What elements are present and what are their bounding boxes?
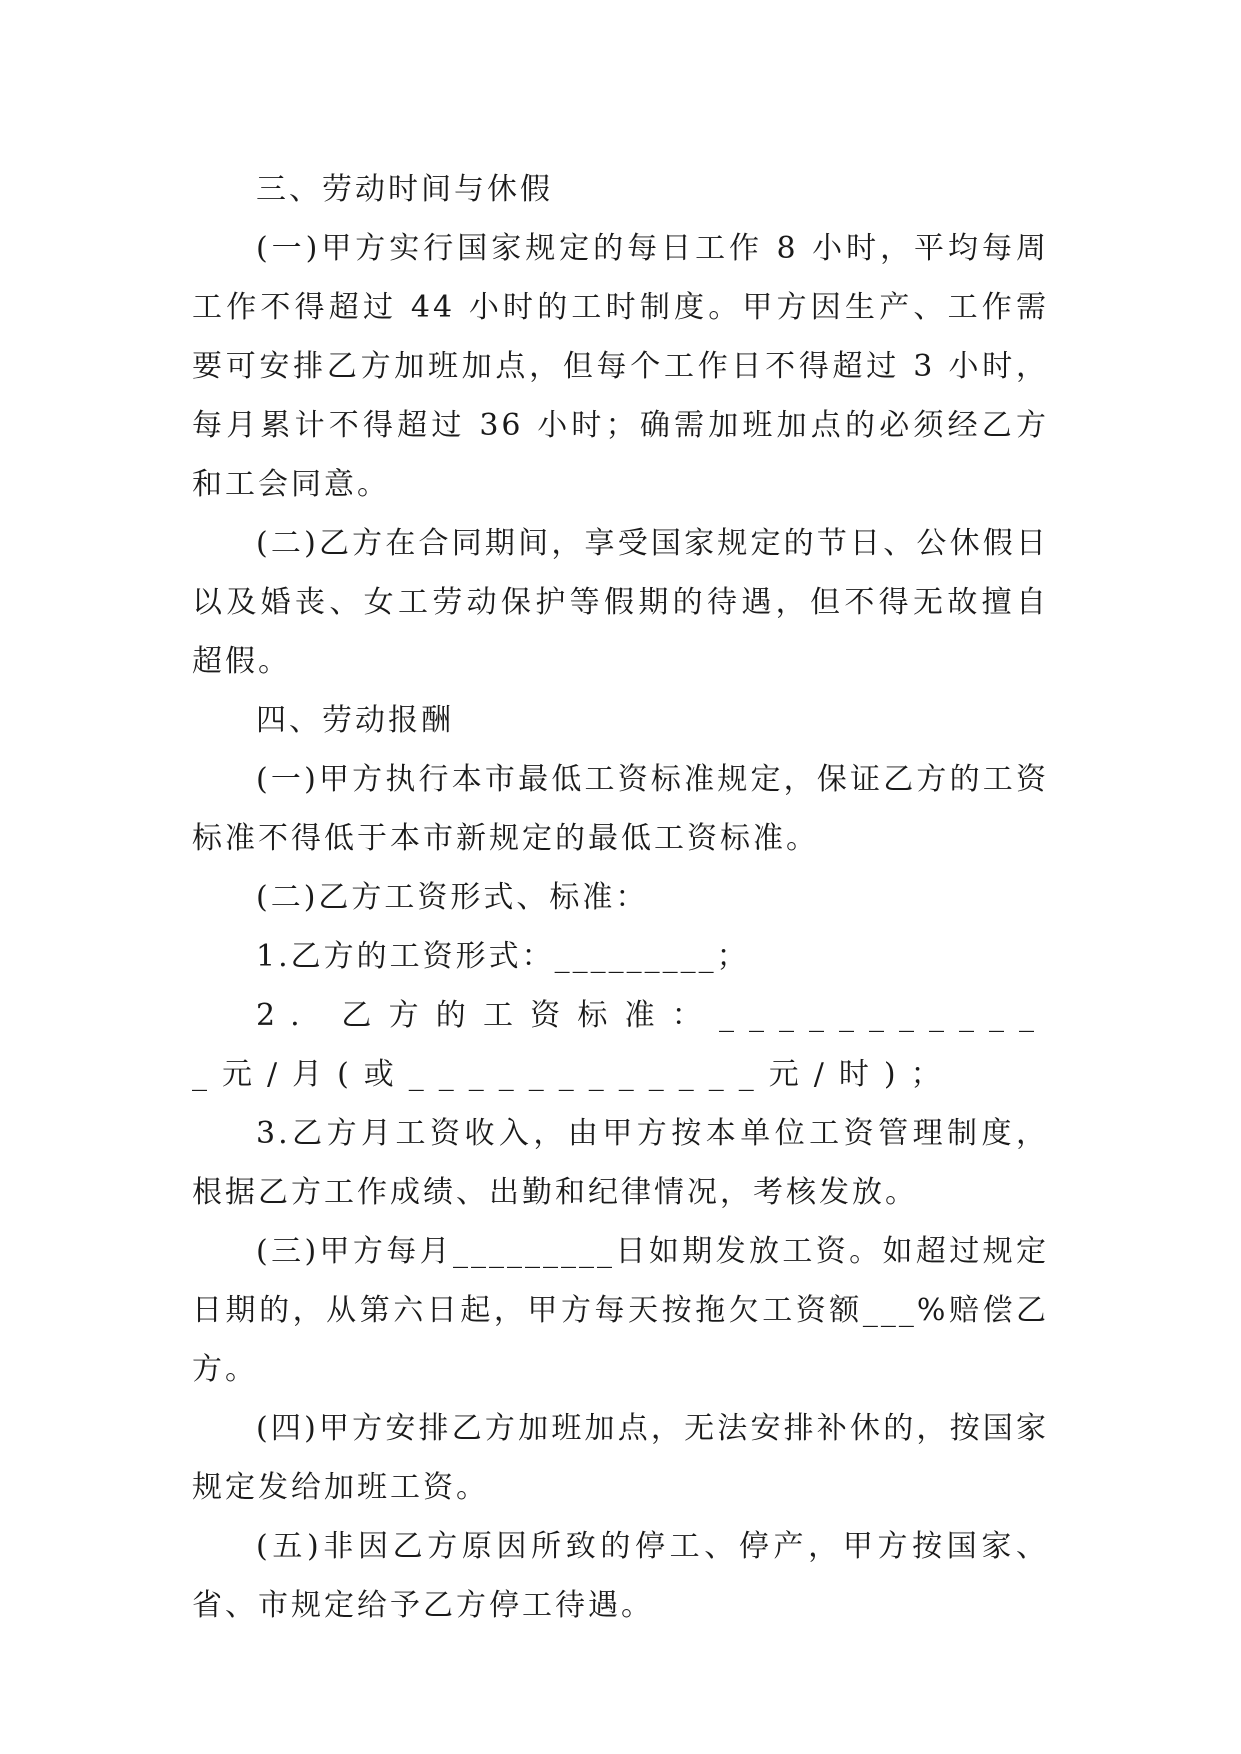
paragraph-wage-standard: 2. 乙方的工资标准：____________元/月(或____________元/时)； xyxy=(192,998,1049,1092)
paragraph-remuneration-2: (二)乙方工资形式、标准： xyxy=(256,880,649,915)
section-heading-remuneration: 四、劳动报酬 xyxy=(256,703,454,738)
paragraph-pay-date: (三)甲方每月_________日如期发放工资。如超过规定日期的，从第六日起，甲方每天按拖欠工资额___%赔偿乙方。 xyxy=(192,1234,1049,1387)
paragraph-working-hours-1: (一)甲方实行国家规定的每日工作 8 小时，平均每周工作不得超过 44 小时的工时制度。甲方因生产、工作需要可安排乙方加班加点，但每个工作日不得超过 3 小时，每月累计不得超过 36 小时；确需加班加点的必须经乙方和工会同意。 xyxy=(192,231,1049,502)
section-heading-working-hours: 三、劳动时间与休假 xyxy=(256,172,553,207)
document-body xyxy=(192,160,1049,1635)
paragraph-work-stoppage: (五)非因乙方原因所致的停工、停产，甲方按国家、省、市规定给予乙方停工待遇。 xyxy=(192,1529,1049,1623)
paragraph-overtime-pay: (四)甲方安排乙方加班加点，无法安排补休的，按国家规定发给加班工资。 xyxy=(192,1411,1049,1505)
paragraph-working-hours-2: (二)乙方在合同期间，享受国家规定的节日、公休假日以及婚丧、女工劳动保护等假期的待遇，但不得无故擅自超假。 xyxy=(192,526,1049,679)
paragraph-wage-form: 1.乙方的工资形式：_________； xyxy=(256,939,750,974)
paragraph-monthly-income: 3.乙方月工资收入，由甲方按本单位工资管理制度，根据乙方工作成绩、出勤和纪律情况，考核发放。 xyxy=(192,1116,1049,1210)
paragraph-remuneration-1: (一)甲方执行本市最低工资标准规定，保证乙方的工资标准不得低于本市新规定的最低工资标准。 xyxy=(192,762,1049,856)
